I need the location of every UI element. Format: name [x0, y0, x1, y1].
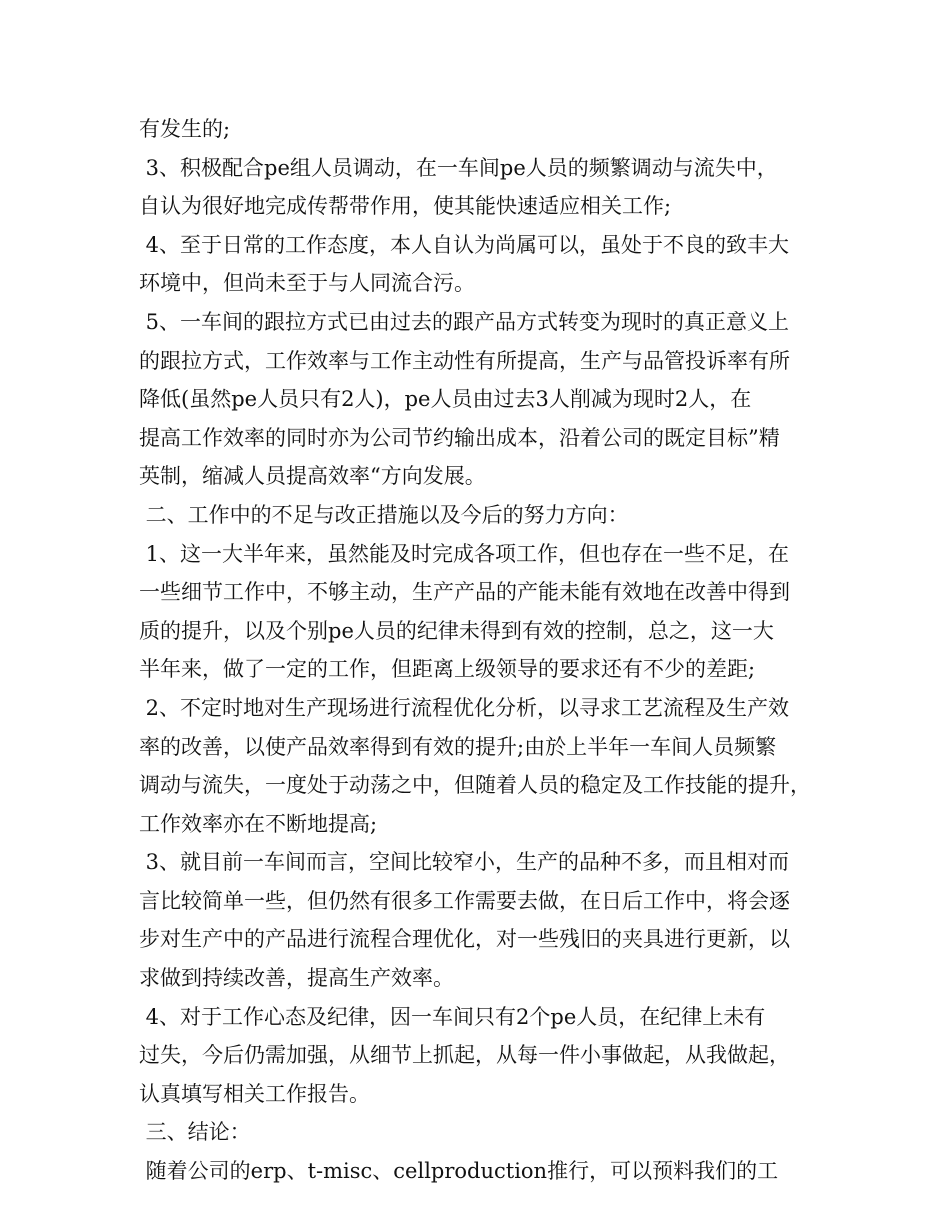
text-line: 3、积极配合pe组人员调动，在一车间pe人员的频繁调动与流失中，	[139, 155, 778, 180]
text-line: 3、就目前一车间而言，空间比较窄小，生产的品种不多，而且相对而	[139, 850, 790, 875]
text-line: 随着公司的erp、t-misc、cellproduction推行，可以预料我们的工	[139, 1159, 779, 1184]
section-heading: 二、工作中的不足与改正措施以及今后的努力方向：	[139, 502, 629, 527]
text-line: 言比较简单一些，但仍然有很多工作需要去做，在日后工作中，将会逐	[139, 888, 790, 913]
text-line: 2、不定时地对生产现场进行流程优化分析，以寻求工艺流程及生产效	[139, 695, 790, 720]
text-line: 有发生的;	[139, 117, 231, 141]
text-line: 提高工作效率的同时亦为公司节约输出成本，沿着公司的既定目标”精	[139, 425, 780, 450]
text-line: 5、一车间的跟拉方式已由过去的跟产品方式转变为现时的真正意义上	[139, 309, 790, 334]
text-line: 的跟拉方式，工作效率与工作主动性有所提高，生产与品管投诉率有所	[139, 348, 790, 373]
section-heading: 三、结论：	[139, 1120, 251, 1145]
text-line: 求做到持续改善，提高生产效率。	[139, 966, 454, 991]
text-line: 率的改善，以使产品效率得到有效的提升;由於上半年一车间人员频繁	[139, 734, 777, 759]
text-line: 步对生产中的产品进行流程合理优化，对一些残旧的夹具进行更新，以	[139, 927, 790, 952]
text-line: 调动与流失，一度处于动荡之中，但随着人员的稳定及工作技能的提升，	[139, 773, 811, 798]
text-line: 英制，缩减人员提高效率“方向发展。	[139, 464, 486, 489]
text-line: 4、对于工作心态及纪律，因一车间只有2个pe人员，在纪律上未有	[139, 1004, 766, 1029]
text-line: 一些细节工作中，不够主动，生产产品的产能未能有效地在改善中得到	[139, 580, 790, 605]
document-body	[139, 110, 829, 1191]
text-line: 过失，今后仍需加强，从细节上抓起，从每一件小事做起，从我做起，	[139, 1043, 790, 1068]
text-line: 降低(虽然pe人员只有2人)，pe人员由过去3人削减为现时2人，在	[139, 387, 752, 412]
text-line: 环境中，但尚未至于与人同流合污。	[139, 271, 475, 296]
text-line: 4、至于日常的工作态度，本人自认为尚属可以，虽处于不良的致丰大	[139, 232, 790, 257]
text-line: 认真填写相关工作报告。	[139, 1081, 370, 1106]
text-line: 质的提升，以及个别pe人员的纪律未得到有效的控制，总之，这一大	[139, 618, 774, 643]
text-line: 自认为很好地完成传帮带作用，使其能快速适应相关工作;	[139, 194, 672, 219]
text-line: 半年来，做了一定的工作，但距离上级领导的要求还有不少的差距;	[139, 657, 756, 682]
text-line: 1、这一大半年来，虽然能及时完成各项工作，但也存在一些不足，在	[139, 541, 790, 566]
text-line: 工作效率亦在不断地提高;	[139, 811, 378, 836]
